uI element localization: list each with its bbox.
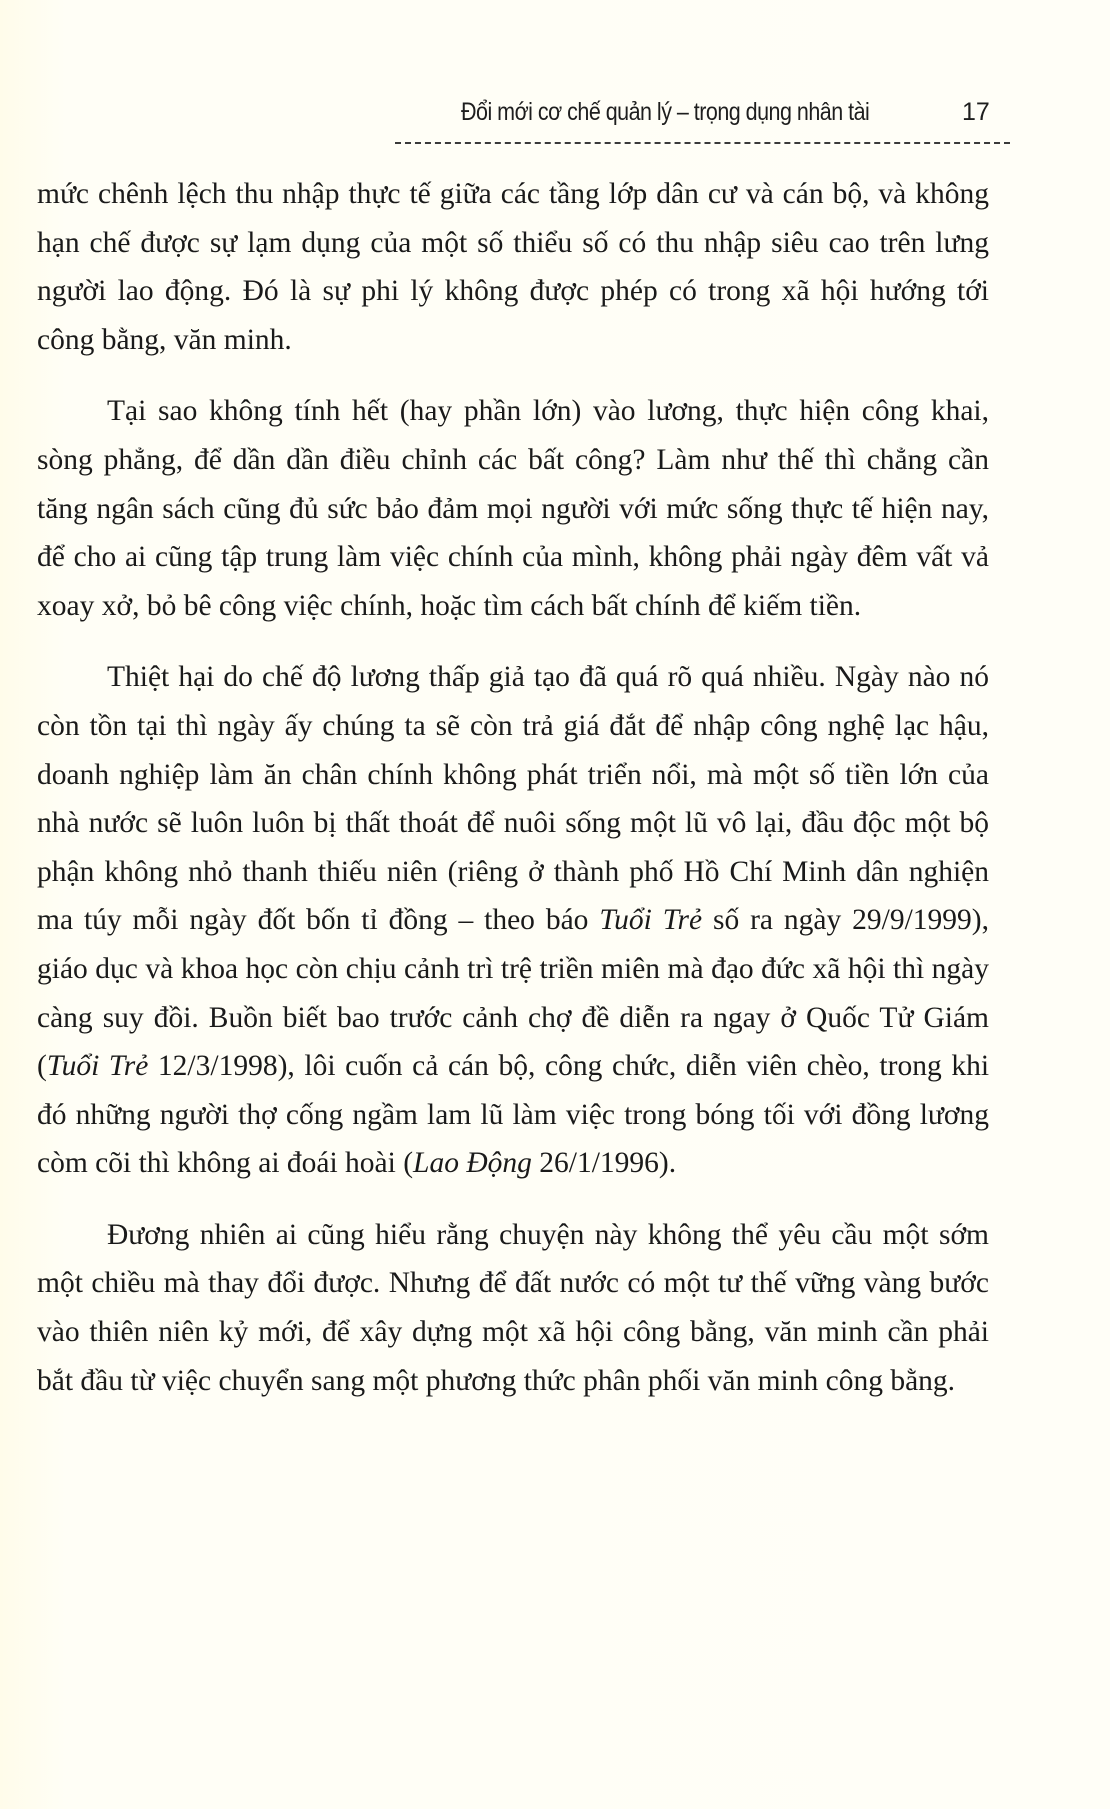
paragraph-3 bbox=[37, 653, 989, 1188]
paragraph-text: 12/3/1998), lôi cuốn cả cán bộ, công chức, diễn viên chèo, trong khi đó những người thợ cống ngầm lam lũ làm việc trong bóng tối với đồng lương còm cõi thì không ai đoái hoài ( bbox=[37, 1050, 990, 1180]
body-text bbox=[37, 170, 989, 1428]
paragraph-text: Tại sao không tính hết (hay phần lớn) vào lương, thực hiện công khai, sòng phẳng, để dần dần điều chỉnh các bất công? Làm như thế thì chẳng cần tăng ngân sách cũng đủ sức bảo đảm mọi người với mức sống thực tế hiện nay, để cho ai cũng tập trung làm việc chính của mình, không phải ngày đêm vất vả xoay xở, bỏ bê công việc chính, hoặc tìm cách bất chính để kiếm tiền. bbox=[37, 395, 989, 622]
paragraph-text: số ra ngày 29/9/1999), giáo dục và khoa học còn chịu cảnh trì trệ triền miên mà đạo đức xã hội thì ngày càng suy đồi. Buồn biết bao trước cảnh chợ đề diễn ra ngay ở Quốc Tử Giám ( bbox=[37, 904, 989, 1083]
paragraph-text: mức chênh lệch thu nhập thực tế giữa các tầng lớp dân cư và cán bộ, và không hạn chế được sự lạm dụng của một số thiểu số có thu nhập siêu cao trên lưng người lao động. Đó là sự phi lý không được phép có trong xã hội hướng tới công bằng, văn minh. bbox=[37, 178, 989, 356]
paragraph-4 bbox=[37, 1211, 989, 1405]
paragraph-1 bbox=[37, 170, 989, 364]
running-header-title: Đổi mới cơ chế quản lý – trọng dụng nhân tài bbox=[461, 98, 870, 126]
newspaper-title: Tuổi Trẻ bbox=[599, 904, 703, 937]
newspaper-title: Lao Động bbox=[413, 1147, 532, 1180]
paragraph-text: Thiệt hại do chế độ lương thấp giả tạo đã quá rõ quá nhiều. Ngày nào nó còn tồn tại thì ngày ấy chúng ta sẽ còn trả giá đắt để nhập công nghệ lạc hậu, doanh nghiệp làm ăn chân chính không phát triển nổi, mà một số tiền lớn của nhà nước sẽ luôn luôn bị thất thoát để nuôi sống một lũ vô lại, đầu độc một bộ phận không nhỏ thanh thiếu niên (riêng ở thành phố Hồ Chí Minh dân nghiện ma túy mỗi ngày đốt bốn tỉ đồng – theo báo bbox=[37, 661, 989, 937]
paragraph-text: 26/1/1996). bbox=[531, 1147, 677, 1180]
page-number: 17 bbox=[962, 98, 990, 126]
paragraph-2 bbox=[37, 387, 989, 630]
running-header bbox=[395, 98, 1010, 144]
newspaper-title: Tuổi Trẻ bbox=[46, 1050, 149, 1083]
paragraph-text: Đương nhiên ai cũng hiểu rằng chuyện này không thể yêu cầu một sớm một chiều mà thay đổi được. Nhưng để đất nước có một tư thế vững vàng bước vào thiên niên kỷ mới, để xây dựng một xã hội công bằng, văn minh cần phải bắt đầu từ việc chuyển sang một phương thức phân phối văn minh công bằng. bbox=[37, 1218, 989, 1397]
